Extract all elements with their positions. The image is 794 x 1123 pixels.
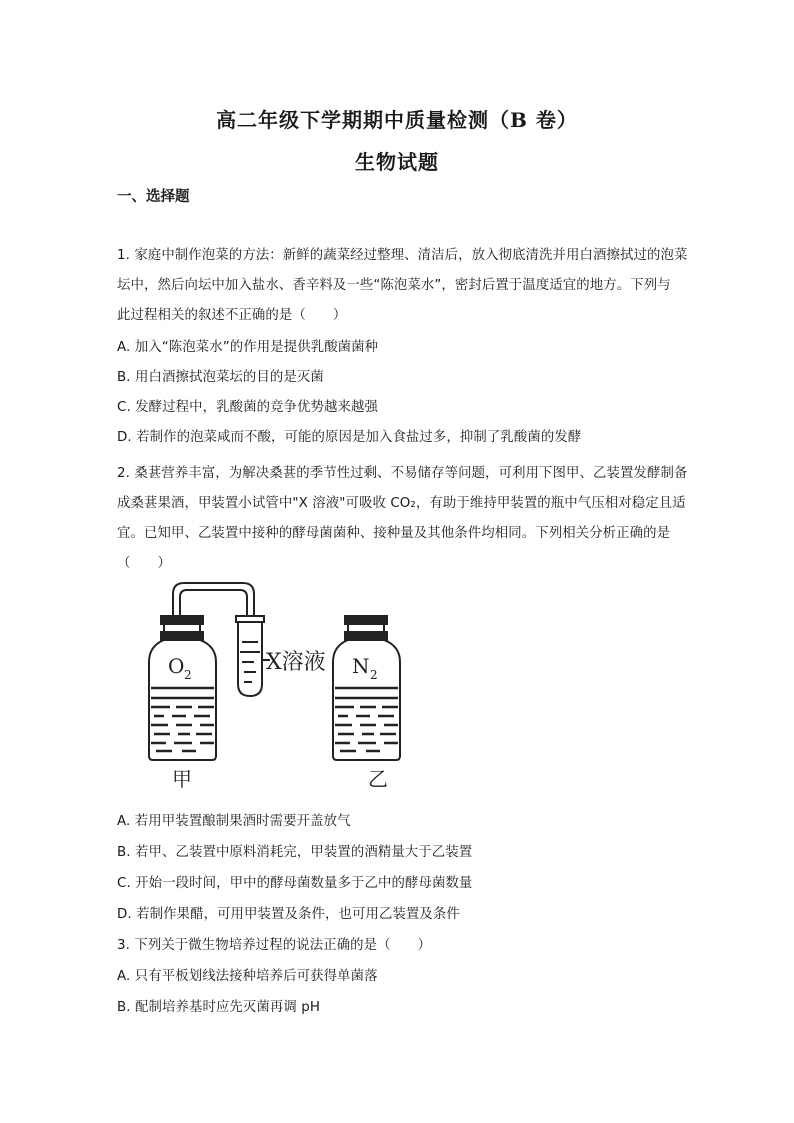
right-gas-subscript: 2 (370, 668, 378, 682)
question-2-option-a: A. 若用甲装置酿制果酒时需要开盖放气 (117, 814, 351, 829)
question-1-option-a: A. 加入“陈泡菜水”的作用是提供乳酸菌菌种 (117, 340, 379, 355)
right-bottle (333, 616, 400, 760)
question-1-option-c: C. 发酵过程中，乳酸菌的竞争优势越来越强 (117, 400, 378, 415)
x-solution-label: X溶液 (266, 650, 326, 675)
question-2-option-b: B. 若甲、乙装置中原料消耗完，甲装置的酒精量大于乙装置 (117, 845, 473, 860)
question-1-option-b: B. 用白酒擦拭泡菜坛的目的是灭菌 (117, 370, 324, 385)
connecting-tube (173, 583, 254, 620)
question-2-option-c: C. 开始一段时间，甲中的酵母菌数量多于乙中的酵母菌数量 (117, 876, 473, 891)
question-3-option-b: B. 配制培养基时应先灭菌再调 pH (117, 1000, 321, 1015)
right-gas-label: N (352, 654, 370, 678)
question-2-text-line-1: 2. 桑葚营养丰富，为解决桑葚的季节性过剩、不易储存等问题，可利用下图甲、乙装置发酵制备 (117, 466, 688, 481)
question-2-text-line-3: 宜。已知甲、乙装置中接种的酵母菌菌种、接种量及其他条件均相同。下列相关分析正确的是 (117, 526, 671, 541)
question-1-option-d: D. 若制作的泡菜咸而不酸，可能的原因是加入食盐过多，抑制了乳酸菌的发酵 (117, 430, 582, 445)
section-heading: 一、选择题 (117, 189, 190, 205)
question-1-text-line-1: 1. 家庭中制作泡菜的方法：新鲜的蔬菜经过整理、清洁后，放入彻底清洗并用白酒擦拭过的泡菜 (117, 248, 688, 263)
question-1-text-line-2: 坛中，然后向坛中加入盐水、香辛料及一些“陈泡菜水”，密封后置于温度适宜的地方。下列与 (117, 278, 671, 293)
question-3-text-line-1: 3. 下列关于微生物培养过程的说法正确的是（ ） (117, 938, 432, 953)
exam-title: 高二年级下学期期中质量检测（B 卷） (216, 108, 578, 132)
question-3-option-a: A. 只有平板划线法接种培养后可获得单菌落 (117, 969, 378, 984)
left-bottle-caption: 甲 (172, 767, 192, 791)
right-bottle-caption: 乙 (368, 767, 388, 791)
subject-title: 生物试题 (355, 150, 439, 174)
fermentation-apparatus-figure (130, 572, 430, 794)
question-2-option-d: D. 若制作果醋，可用甲装置及条件，也可用乙装置及条件 (117, 907, 460, 922)
question-2-text-line-2: 成桑葚果酒，甲装置小试管中"X 溶液"可吸收 CO₂，有助于维持甲装置的瓶中气压相对稳定且适 (117, 496, 686, 511)
left-gas-label: O (168, 654, 185, 678)
question-2-text-line-4: （ ） (117, 556, 171, 571)
question-1-text-line-3: 此过程相关的叙述不正确的是（ ） (117, 308, 347, 323)
test-tube (236, 616, 270, 696)
left-bottle (149, 616, 216, 760)
left-gas-subscript: 2 (184, 668, 192, 682)
